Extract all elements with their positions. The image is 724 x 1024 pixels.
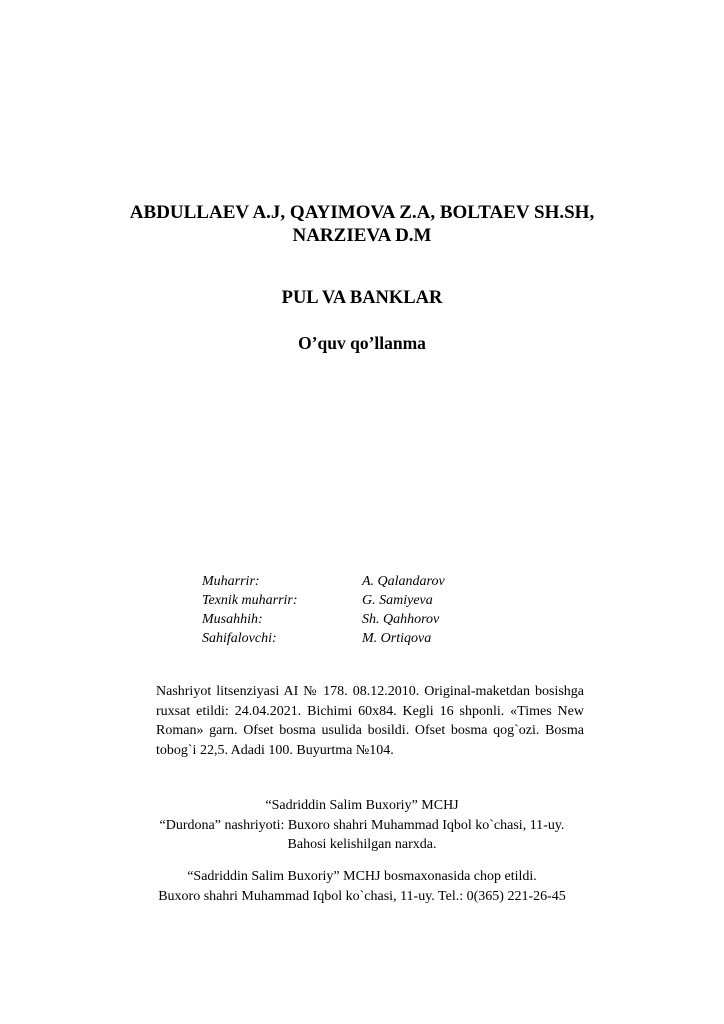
credit-row-editor [202, 572, 502, 591]
publisher-line-2: “Durdona” nashriyoti: Buxoro shahri Muhammad Iqbol ko`chasi, 11-uy. [159, 817, 565, 833]
publisher-line-1: “Sadriddin Salim Buxoriy” MCHJ [265, 798, 459, 813]
credit-role: Texnik muharrir: [202, 593, 298, 608]
credit-role: Sahifalovchi: [202, 631, 277, 646]
credit-row-layout [202, 629, 502, 648]
credit-row-technical-editor [202, 591, 502, 610]
credit-name: A. Qalandarov [362, 574, 445, 589]
credit-name: Sh. Qahhorov [362, 612, 440, 627]
book-title: PUL VA BANKLAR [281, 288, 443, 308]
authors-line-1: ABDULLAEV A.J, QAYIMOVA Z.A, BOLTAEV SH.SH, [129, 202, 595, 223]
publisher-block [0, 796, 724, 855]
printer-block [0, 867, 724, 906]
publisher-line-3: Bahosi kelishilgan narxda. [287, 837, 437, 852]
authors-block [0, 201, 724, 247]
credit-role: Muharrir: [202, 574, 260, 589]
credit-row-proofreader [202, 610, 502, 629]
printer-line-1: “Sadriddin Salim Buxoriy” MCHJ bosmaxonasida chop etildi. [187, 869, 537, 884]
credit-role: Musahhih: [202, 612, 263, 627]
printer-line-2: Buxoro shahri Muhammad Iqbol ko`chasi, 11-uy. Tel.: 0(365) 221-26-45 [158, 888, 566, 904]
book-subtitle: O’quv qo’llanma [298, 333, 426, 353]
license-paragraph: Nashriyot litsenziyasi AI № 178. 08.12.2010. Original-maketdan bosishga ruxsat etildi: 24.04.2021. Bichimi 60x84. Kegli 16 shponli. «Times New Roman» garn. Ofset bosma usulida bosildi. Ofset bosma qog`ozi. Bosma tobog`i 22,5. Adadi 100. Buyurtma №104. [156, 684, 584, 758]
credit-name: G. Samiyeva [362, 593, 433, 608]
authors-line-2: NARZIEVA D.M [292, 225, 432, 246]
credit-name: M. Ortiqova [362, 631, 432, 646]
credits-list [202, 572, 502, 648]
